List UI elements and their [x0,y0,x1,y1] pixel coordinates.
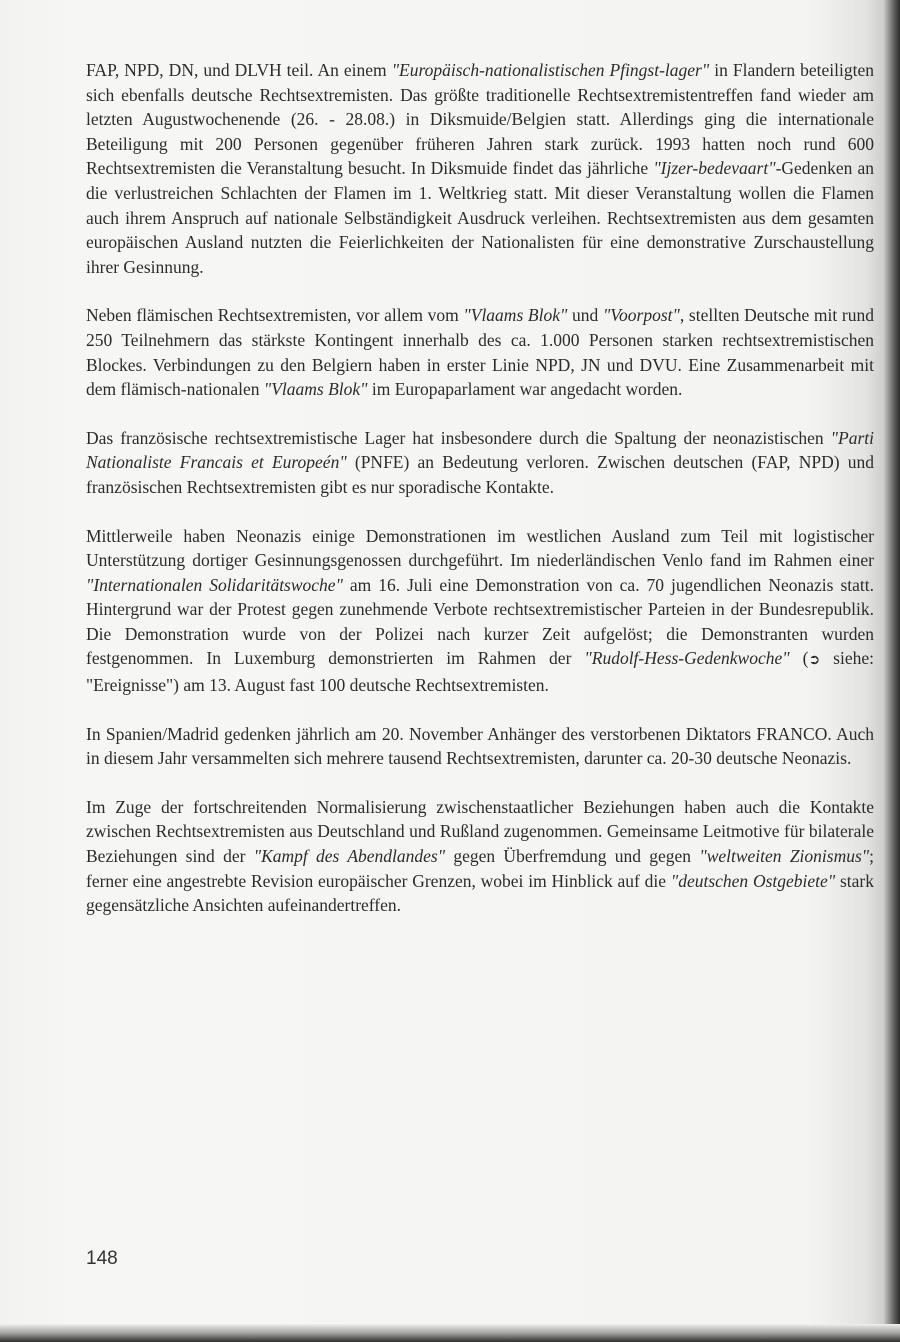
text-run: am 16. Juli eine Demonstration von ca. 70 jugendlichen Neonazis statt. Hintergrund war der Protest gegen zunehmende Verbote rechtsextremistischer Parteien in der Bundesrepublik. Die Demonstration wurde von der Polizei nach kurzer Zeit aufgelöst; die Demonstranten wurden festgenommen. In Luxemburg demonstrierten im Rahmen der [86,574,874,669]
arrow-circle-icon: ➲ [808,652,821,669]
text-run: Neben flämischen Rechtsextremisten, vor allem vom [86,305,464,326]
text-run: (PNFE) an Bedeutung verloren. Zwischen deutschen (FAP, NPD) und französischen Rechtsextremisten gibt es nur sporadische Kontakte. [86,452,874,497]
text-run: gegen Überfremdung und gegen [445,846,700,867]
italic-phrase: "Ijzer-bedevaart" [653,158,776,179]
italic-phrase: "Vlaams Blok" [263,379,368,400]
body-text [86,58,874,918]
text-run: -Gedenken an die verlustreichen Schlachten der Flamen im 1. Weltkrieg statt. Mit dieser Veranstaltung wollen die Flamen auch ihrem Anspruch auf nationale Selbständigkeit Ausdruck verleihen. Rechtsextremisten aus dem gesamten europäischen Ausland nutzten die Feierlichkeiten der Nationalisten für eine demonstrative Zurschaustellung ihrer Gesinnung. [86,158,874,277]
page-number: 148 [86,1248,118,1269]
italic-phrase: "weltweiten Zionismus" [699,846,870,867]
italic-phrase: "Vlaams Blok" [463,305,568,326]
italic-phrase: "Internationalen Solidaritätswoche" [86,574,343,595]
book-spine-shadow [884,0,900,1342]
italic-phrase: "Rudolf-Hess-Gedenkwoche" [584,648,790,669]
text-run: ; ferner eine angestrebte Revision europäischer Grenzen, wobei im Hinblick auf die [86,846,875,891]
italic-phrase: "Voorpost" [602,305,680,326]
paragraph [86,426,874,500]
italic-phrase: "Parti Nationaliste Francais et Europeén" [86,427,874,473]
text-run: In Spanien/Madrid gedenken jährlich am 20. November Anhänger des verstorbenen Diktators FRANCO. Auch in diesem Jahr versammelten sich mehrere tausend Rechtsextremisten, darunter ca. 20-30 deutsche Neonazis. [86,723,874,769]
page-bottom-edge [0,1324,900,1342]
paragraph [86,58,874,279]
text-run: Mittlerweile haben Neonazis einige Demonstrationen im westlichen Ausland zum Teil mit logistischer Unterstützung dortiger Gesinnungsgenossen durchgeführt. Im niederländischen Venlo fand im Rahmen einer [86,525,874,571]
italic-phrase: "Kampf des Abendlandes" [253,846,446,867]
paragraph [86,303,874,401]
text-run: im Europaparlament war angedacht worden. [367,379,683,400]
text-run: , stellten Deutsche mit rund 250 Teilnehmern das stärkste Kontingent innerhalb des ca. 1.000 Personen starken rechtsextremistischen Blockes. Verbindungen zu den Belgiern haben in erster Linie NPD, JN und DVU. Eine Zusammenarbeit mit dem flämisch-nationalen [86,305,874,400]
text-run: Im Zuge der fortschreitenden Normalisierung zwischenstaatlicher Beziehungen haben auch die Kontakte zwischen Rechtsextremisten aus Deutschland und Rußland zugenommen. Gemeinsame Leitmotive für bilaterale Beziehungen sind der [86,796,874,867]
paragraph [86,795,874,918]
text-run: FAP, NPD, DN, und DLVH teil. An einem [86,60,392,80]
paragraph [86,524,874,698]
text-run: ( [789,648,809,669]
paragraph [86,722,874,771]
text-run: Das französische rechtsextremistische Lager hat insbesondere durch die Spaltung der neonazistischen [86,427,831,448]
text-run: und [567,305,603,326]
text-run: siehe: "Ereignisse") am 13. August fast 100 deutsche Rechtsextremisten. [86,648,874,696]
text-run: in Flandern beteiligten sich ebenfalls deutsche Rechtsextremisten. Das größte traditionelle Rechtsextremistentreffen fand wieder am letzten Augustwochenende (26. - 28.08.) in Diksmuide/Belgien statt. Allerdings ging die internationale Beteiligung mit 200 Personen gegenüber früheren Jahren stark zurück. 1993 hatten noch rund 600 Rechtsextremisten die Veranstaltung besucht. In Diksmuide findet das jährliche [86,60,874,179]
italic-phrase: "deutschen Ostgebiete" [670,870,836,891]
text-run: stark gegensätzliche Ansichten aufeinandertreffen. [86,870,874,916]
italic-phrase: "Europäisch-nationalistischen Pfingst-lager" [391,60,710,80]
